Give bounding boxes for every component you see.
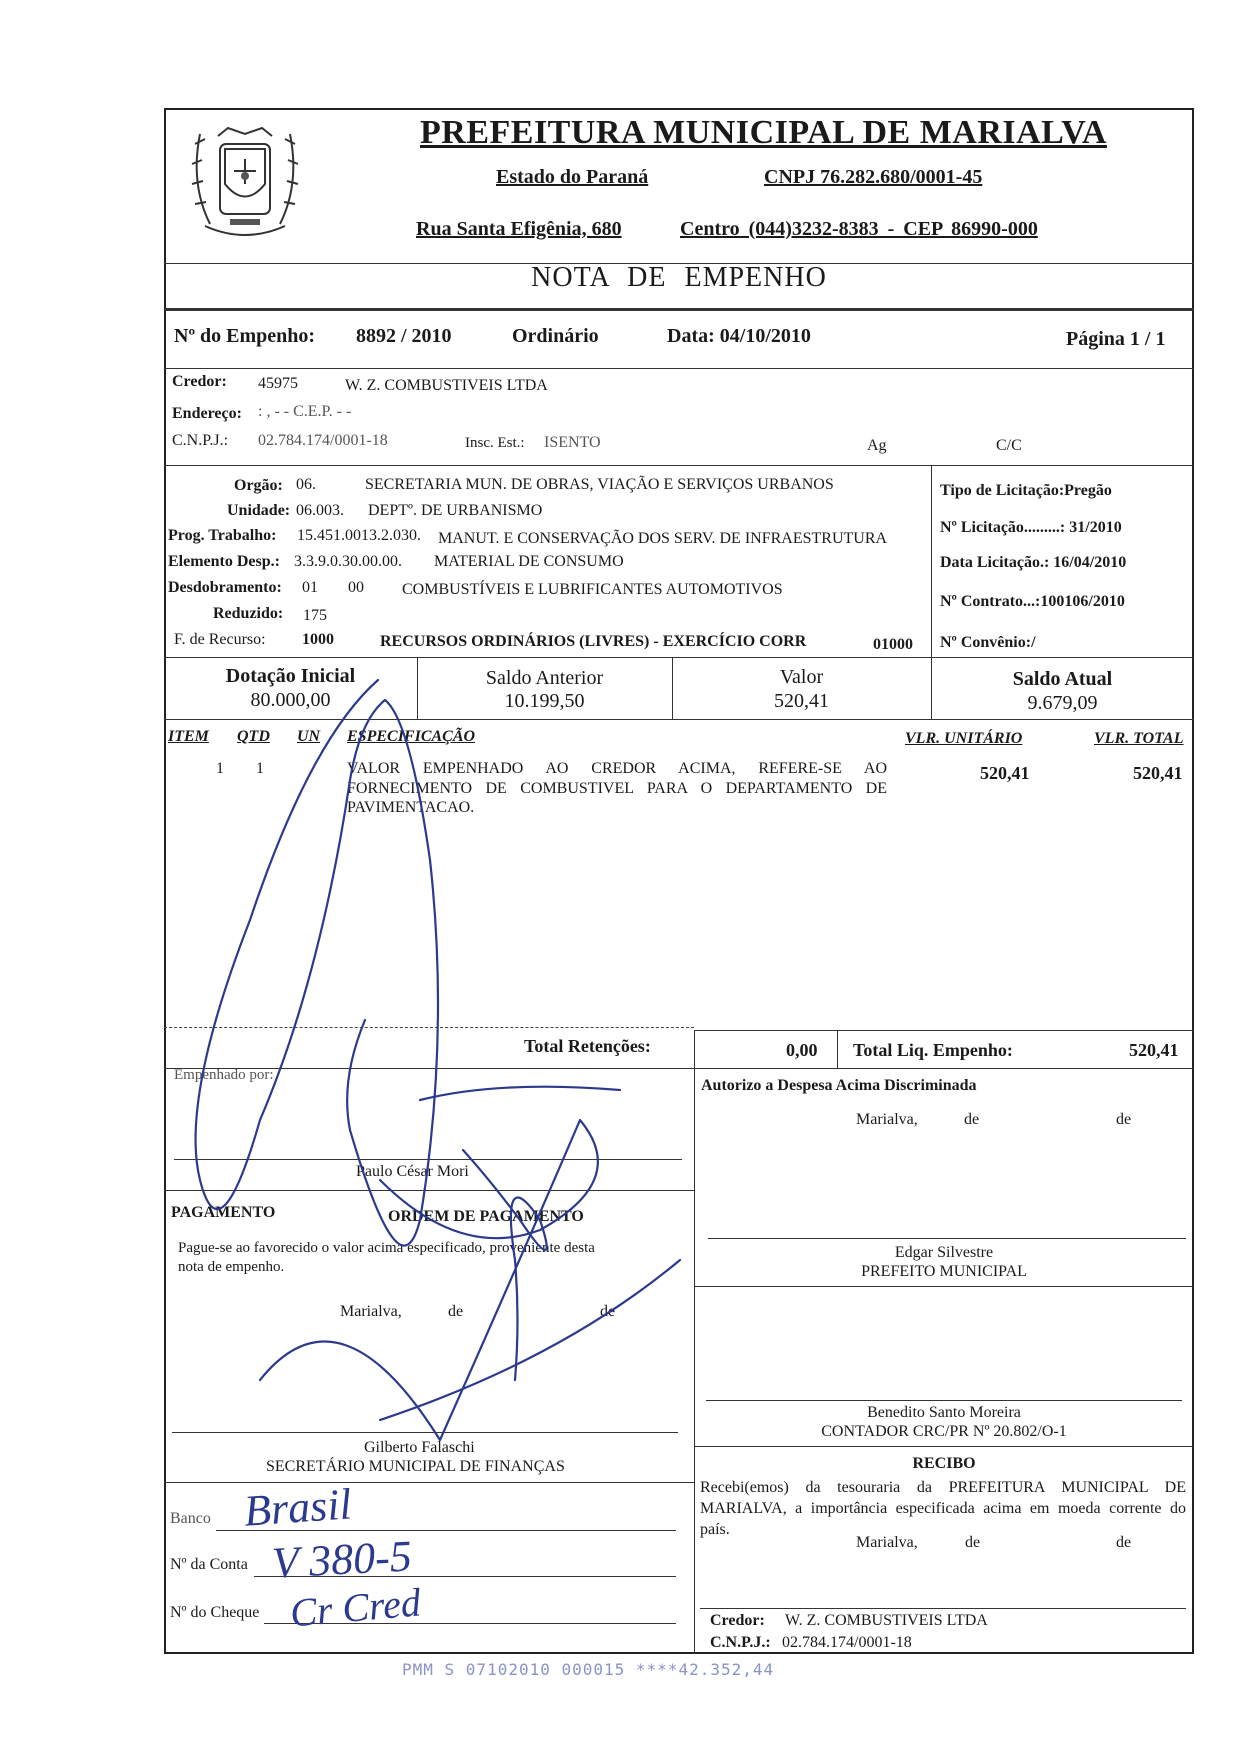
divider — [164, 308, 1194, 311]
elemento-desc: MATERIAL DE CONSUMO — [434, 553, 624, 570]
prog-label: Prog. Trabalho: — [168, 527, 277, 544]
pagamento-label: PAGAMENTO — [171, 1204, 276, 1221]
prog-code: 15.451.0013.2.030. — [297, 527, 421, 544]
endereco-value: : , - - C.E.P. - - — [258, 403, 352, 420]
divider — [164, 368, 1194, 369]
col-un: UN — [297, 728, 321, 745]
convenio-numero: Nº Convênio:/ — [940, 634, 1036, 651]
recurso-num: 01000 — [873, 636, 913, 653]
signature-line — [706, 1400, 1182, 1401]
desdobramento-label: Desdobramento: — [168, 579, 282, 596]
item-desc-line3: PAVIMENTACAO. — [347, 799, 475, 816]
empenho-date: Data: 04/10/2010 — [667, 325, 811, 347]
cnpj-label: C.N.P.J.: — [172, 432, 229, 449]
de-text: de — [448, 1303, 464, 1320]
saldo-atual-label: Saldo Atual — [1012, 668, 1113, 690]
page-number: Página 1 / 1 — [1066, 328, 1166, 350]
benedito-name: Benedito Santo Moreira — [867, 1404, 1021, 1421]
insc-value: ISENTO — [544, 434, 601, 451]
recibo-title: RECIBO — [912, 1455, 976, 1472]
document-title: NOTA DE EMPENHO — [531, 262, 827, 293]
address-contact: Centro (044)3232-8383 - CEP 86990-000 — [680, 218, 1038, 240]
elemento-code: 3.3.9.0.30.00.00. — [294, 553, 402, 570]
cheque-label: Nº do Cheque — [170, 1604, 260, 1621]
orgao-desc: SECRETARIA MUN. DE OBRAS, VIAÇÃO E SERVIÇOS URBANOS — [365, 476, 834, 493]
col-vlr-total: VLR. TOTAL — [1094, 730, 1184, 747]
prog-desc: MANUT. E CONSERVAÇÃO DOS SERV. DE INFRAESTRUTURA — [438, 530, 888, 547]
coat-of-arms-icon — [170, 114, 320, 254]
processing-stamp: PMM S 07102010 000015 ****42.352,44 — [402, 1660, 775, 1679]
divider — [694, 1446, 1194, 1447]
col-vlr-unitario: VLR. UNITÁRIO — [905, 730, 1023, 747]
licitacao-tipo: Tipo de Licitação:Pregão — [940, 482, 1112, 499]
dotacao-label: Dotação Inicial — [225, 665, 356, 687]
de-text: de — [1116, 1111, 1132, 1128]
retencoes-label: Total Retenções: — [524, 1036, 651, 1056]
signature-line — [708, 1238, 1186, 1239]
cnpj-header: CNPJ 76.282.680/0001-45 — [764, 166, 983, 188]
unidade-code: 06.003. — [296, 502, 344, 519]
divider — [837, 1030, 838, 1068]
recibo-cnpj-label: C.N.P.J.: — [710, 1634, 771, 1651]
desdobramento-desc: COMBUSTÍVEIS E LUBRIFICANTES AUTOMOTIVOS — [402, 581, 783, 598]
credor-code: 45975 — [258, 375, 298, 392]
prefeito-title: PREFEITO MUNICIPAL — [861, 1263, 1027, 1280]
ordem-pagamento-label: ORDEM DE PAGAMENTO — [388, 1208, 584, 1225]
divider — [164, 657, 1194, 658]
elemento-label: Elemento Desp.: — [168, 553, 280, 570]
recibo-credor-label: Credor: — [710, 1612, 765, 1629]
autorizo-label: Autorizo a Despesa Acima Discriminada — [701, 1077, 977, 1094]
credor-label: Credor: — [172, 373, 227, 390]
saldo-anterior-value: 10.199,50 — [504, 690, 585, 712]
recurso-label: F. de Recurso: — [174, 631, 266, 648]
item-desc-line1: VALOR EMPENHADO AO CREDOR ACIMA, REFERE-SE AO — [347, 760, 887, 777]
valor-value: 520,41 — [774, 690, 829, 712]
banco-label: Banco — [170, 1510, 211, 1527]
licitacao-numero: Nº Licitação.........: 31/2010 — [940, 519, 1122, 536]
de-text: de — [600, 1303, 616, 1320]
divider — [164, 1482, 694, 1483]
retencoes-value: 0,00 — [786, 1040, 818, 1060]
recibo-line1: Recebi(emos) da tesouraria da PREFEITURA MUNICIPAL DE — [700, 1479, 1186, 1496]
recibo-line3: país. — [700, 1521, 730, 1538]
handwritten-signatures-icon — [160, 660, 720, 1480]
liquido-label: Total Liq. Empenho: — [853, 1040, 1013, 1060]
contador-title: CONTADOR CRC/PR Nº 20.802/O-1 — [821, 1423, 1067, 1440]
cnpj-value: 02.784.174/0001-18 — [258, 432, 388, 449]
handwritten-cheque: Cr Cred — [288, 1579, 423, 1636]
empenho-number-label: Nº do Empenho: — [174, 325, 316, 347]
valor-label: Valor — [779, 666, 824, 688]
licitacao-data: Data Licitação.: 16/04/2010 — [940, 554, 1127, 571]
col-especificacao: ESPECIFICAÇÃO — [347, 728, 476, 745]
dotacao-value: 80.000,00 — [250, 689, 331, 711]
recibo-cnpj-value: 02.784.174/0001-18 — [782, 1634, 912, 1651]
pague-text-line1: Pague-se ao favorecido o valor acima especificado, proveniente desta — [178, 1240, 595, 1256]
marialva-text: Marialva, — [856, 1111, 918, 1128]
desdobramento-b: 00 — [348, 579, 364, 596]
marialva-text: Marialva, — [340, 1303, 402, 1320]
de-text: de — [1116, 1534, 1132, 1551]
recibo-line2: MARIALVA, a importância especificada acima em moeda corrente do — [700, 1500, 1186, 1517]
saldo-anterior-label: Saldo Anterior — [485, 667, 604, 689]
unidade-desc: DEPTº. DE URBANISMO — [368, 502, 543, 519]
liquido-value: 520,41 — [1129, 1040, 1179, 1060]
agency-label: Ag — [867, 437, 887, 454]
reduzido-value: 175 — [303, 607, 327, 624]
conta-label: Nº da Conta — [170, 1556, 248, 1573]
endereco-label: Endereço: — [172, 405, 242, 422]
unidade-label: Unidade: — [227, 502, 291, 519]
empenhado-por-label: Empenhado por: — [174, 1067, 274, 1083]
item-unit-value: 520,41 — [980, 763, 1030, 783]
signature-line — [700, 1608, 1186, 1609]
de-text: de — [965, 1534, 981, 1551]
col-qtd: QTD — [237, 728, 270, 745]
divider — [694, 1286, 1194, 1287]
pague-text-line2: nota de empenho. — [178, 1259, 285, 1275]
contrato-numero: Nº Contrato...:100106/2010 — [940, 593, 1125, 610]
credor-name: W. Z. COMBUSTIVEIS LTDA — [345, 377, 548, 394]
edgar-name: Edgar Silvestre — [894, 1244, 994, 1261]
recibo-credor-value: W. Z. COMBUSTIVEIS LTDA — [785, 1612, 988, 1629]
divider — [931, 465, 932, 657]
orgao-label: Orgão: — [234, 477, 283, 494]
divider — [164, 465, 1194, 466]
insc-label: Insc. Est.: — [465, 435, 525, 451]
item-number: 1 — [216, 760, 224, 777]
account-label: C/C — [996, 437, 1022, 454]
orgao-code: 06. — [296, 476, 316, 493]
de-text: de — [964, 1111, 980, 1128]
gilberto-name: Gilberto Falaschi — [364, 1439, 475, 1456]
address-street: Rua Santa Efigênia, 680 — [416, 218, 622, 240]
page-title: PREFEITURA MUNICIPAL DE MARIALVA — [420, 114, 1107, 151]
item-desc-line2: FORNECIMENTO DE COMBUSTIVEL PARA O DEPARTAMENTO DE — [347, 780, 887, 797]
marialva-text: Marialva, — [856, 1534, 918, 1551]
secretario-title: SECRETÁRIO MUNICIPAL DE FINANÇAS — [266, 1458, 565, 1475]
empenho-type: Ordinário — [512, 325, 599, 347]
item-total-value: 520,41 — [1133, 763, 1183, 783]
empenho-number: 8892 / 2010 — [356, 325, 452, 347]
recurso-desc: RECURSOS ORDINÁRIOS (LIVRES) - EXERCÍCIO CORR — [380, 633, 807, 650]
handwritten-conta: V 380-5 — [270, 1531, 413, 1588]
recurso-code: 1000 — [302, 631, 334, 648]
item-qtd: 1 — [256, 760, 264, 777]
handwritten-banco: Brasil — [242, 1479, 354, 1536]
divider — [694, 1030, 1194, 1031]
desdobramento-a: 01 — [302, 579, 318, 596]
reduzido-label: Reduzido: — [213, 605, 284, 622]
paulo-name: Paulo César Mori — [356, 1163, 469, 1180]
saldo-atual-value: 9.679,09 — [1027, 692, 1098, 714]
state-name: Estado do Paraná — [496, 166, 649, 188]
col-item: ITEM — [168, 728, 209, 745]
